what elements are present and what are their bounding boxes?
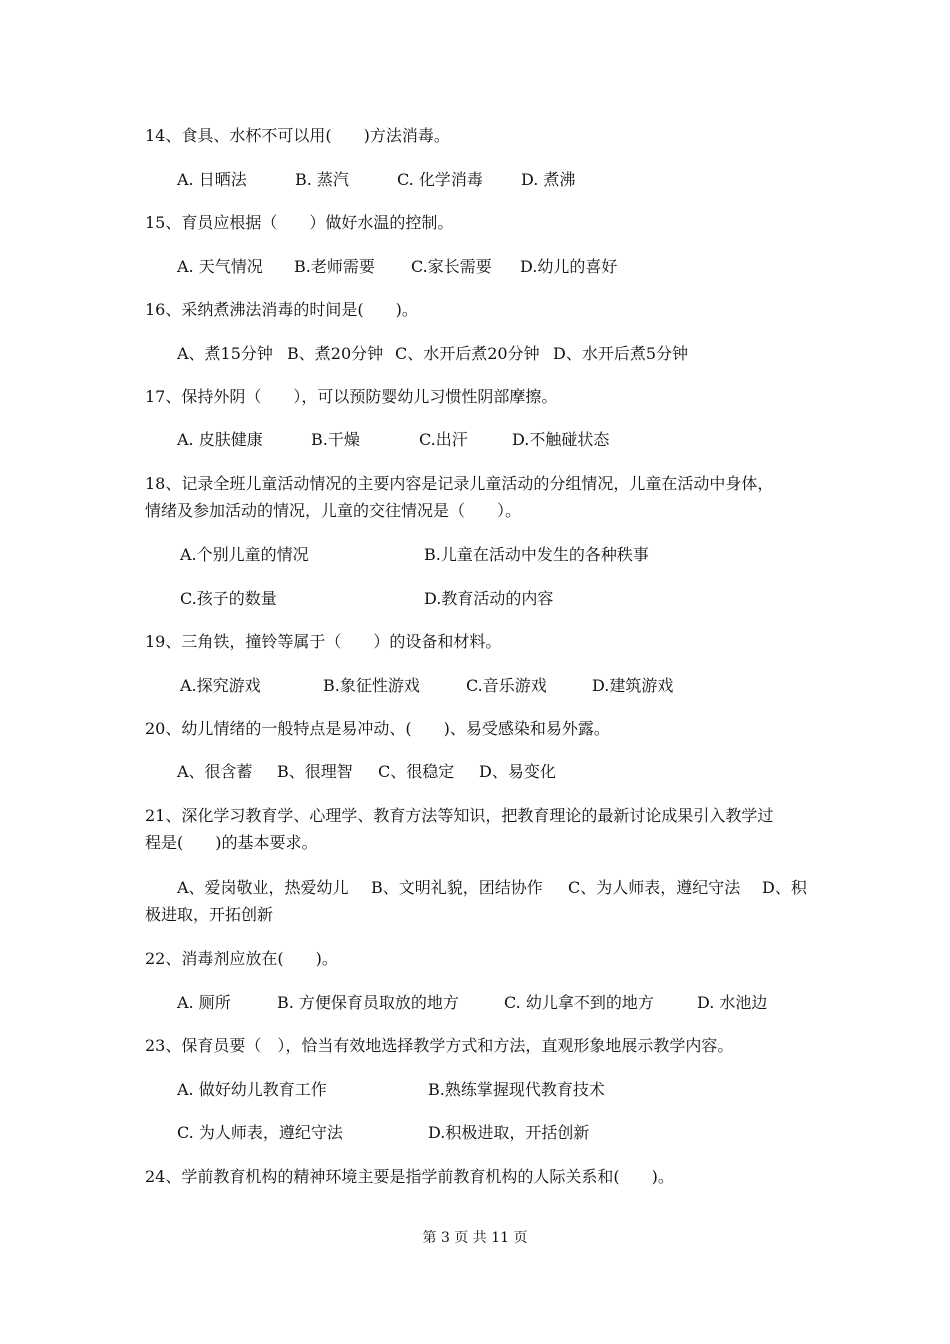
question-18-stem-line-1: 18、记录全班儿童活动情况的主要内容是记录儿童活动的分组情况，儿童在活动中身体， (145, 474, 774, 493)
question-14-option-c: C. 化学消毒 (397, 170, 483, 189)
page-number-footer: 第 3 页 共 11 页 (422, 1230, 528, 1246)
question-22-option-d: D. 水池边 (697, 993, 768, 1012)
question-14-option-d: D. 煮沸 (521, 170, 576, 189)
question-19-stem: 19、三角铁，撞铃等属于（ ）的设备和材料。 (145, 632, 502, 651)
question-17-option-d: D.不触碰状态 (512, 430, 610, 449)
question-19-option-d: D.建筑游戏 (592, 676, 674, 695)
question-14-option-b: B. 蒸汽 (295, 170, 349, 189)
question-15-option-d: D.幼儿的喜好 (520, 257, 618, 276)
question-23-stem: 23、保育员要（ ），恰当有效地选择教学方式和方法，直观形象地展示教学内容。 (145, 1036, 734, 1055)
question-20-option-a: A、很含蓄 (177, 762, 253, 781)
question-18-option-b: B.儿童在活动中发生的各种秩事 (424, 545, 649, 564)
question-16-option-a: A、煮15分钟 (177, 344, 273, 363)
question-20-option-c: C、很稳定 (378, 762, 455, 781)
question-20-option-d: D、易变化 (479, 762, 556, 781)
question-14-stem: 14、食具、水杯不可以用( )方法消毒。 (145, 126, 450, 145)
question-23-option-a: A. 做好幼儿教育工作 (177, 1080, 327, 1099)
question-17-option-b: B.干燥 (311, 430, 360, 449)
question-14-option-a: A. 日晒法 (177, 170, 247, 189)
question-21-stem-line-1: 21、深化学习教育学、心理学、教育方法等知识，把教育理论的最新讨论成果引入教学过 (145, 806, 774, 825)
question-18-option-c: C.孩子的数量 (180, 589, 277, 608)
question-21-stem-line-2: 程是( )的基本要求。 (145, 833, 318, 852)
question-15-stem: 15、育员应根据（ ）做好水温的控制。 (145, 213, 454, 232)
question-20-option-b: B、很理智 (277, 762, 353, 781)
question-21-option-c: C、为人师表，遵纪守法 (568, 878, 741, 897)
question-19-option-c: C.音乐游戏 (466, 676, 547, 695)
question-23-option-b: B.熟练掌握现代教育技术 (428, 1080, 605, 1099)
question-24-stem: 24、学前教育机构的精神环境主要是指学前教育机构的人际关系和( )。 (145, 1167, 674, 1186)
question-23-option-c: C. 为人师表，遵纪守法 (177, 1123, 343, 1142)
question-21-option-a: A、爱岗敬业，热爱幼儿 (177, 878, 349, 897)
question-16-stem: 16、采纳煮沸法消毒的时间是( )。 (145, 300, 418, 319)
question-15-option-b: B.老师需要 (294, 257, 375, 276)
question-18-stem-line-2: 情绪及参加活动的情况，儿童的交往情况是（ ）。 (145, 501, 522, 520)
question-20-stem: 20、幼儿情绪的一般特点是易冲动、( )、易受感染和易外露。 (145, 719, 610, 738)
question-18-option-a: A.个别儿童的情况 (180, 545, 309, 564)
question-22-stem: 22、消毒剂应放在( )。 (145, 949, 338, 968)
question-15-option-a: A. 天气情况 (177, 257, 263, 276)
question-22-option-c: C. 幼儿拿不到的地方 (504, 993, 654, 1012)
question-18-option-d: D.教育活动的内容 (424, 589, 554, 608)
question-17-stem: 17、保持外阴（ ），可以预防婴幼儿习惯性阴部摩擦。 (145, 387, 558, 406)
question-21-option-b: B、文明礼貌，团结协作 (371, 878, 543, 897)
question-16-option-c: C、水开后煮20分钟 (395, 344, 540, 363)
question-22-option-b: B. 方便保育员取放的地方 (277, 993, 459, 1012)
question-16-option-d: D、水开后煮5分钟 (553, 344, 689, 363)
question-22-option-a: A. 厕所 (177, 993, 231, 1012)
question-19-option-a: A.探究游戏 (180, 676, 261, 695)
question-21-option-d: D、积 (762, 878, 807, 897)
question-21-option-d-continued: 极进取，开拓创新 (145, 905, 274, 924)
question-16-option-b: B、煮20分钟 (287, 344, 384, 363)
question-23-option-d: D.积极进取，开括创新 (428, 1123, 590, 1142)
question-17-option-c: C.出汗 (419, 430, 468, 449)
question-19-option-b: B.象征性游戏 (323, 676, 420, 695)
question-17-option-a: A. 皮肤健康 (177, 430, 263, 449)
question-15-option-c: C.家长需要 (411, 257, 492, 276)
